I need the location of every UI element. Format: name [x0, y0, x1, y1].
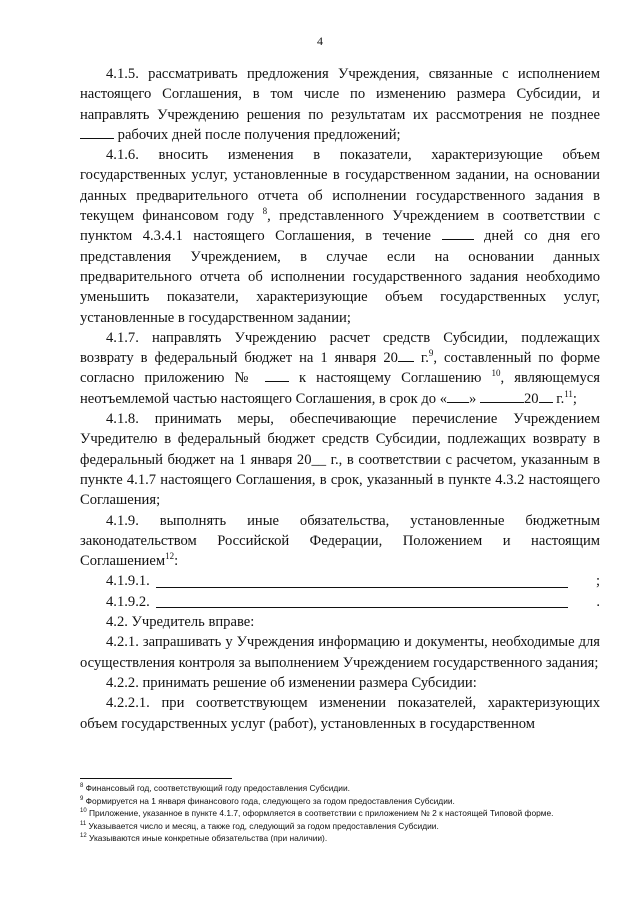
clause-text: дней со дня его представления Учреждением, в случае если на основании данных предварительного отчета об исполнении государственного задания необходимо уменьшить показатели, характеризующие объем государственных услуг, установленные в государственном задании;: [80, 228, 600, 326]
blank-field: [398, 349, 414, 362]
clause-text: 20: [523, 390, 539, 407]
clause-text: , составленный по форме согласно приложению №: [80, 350, 600, 387]
footnote-11: [80, 820, 600, 833]
clause-4-2-2-1: 4.2.2.1. при соответствующем изменении показателей, характеризующих объем государственных услуг (работ), установленных в государственном: [80, 695, 600, 732]
blank-field: [480, 390, 524, 403]
footnote-12: [80, 832, 600, 845]
footnote-text: Указывается число и месяц, а также год, следующий за годом предоставления Субсидии.: [86, 820, 439, 831]
clause-text: »: [469, 390, 477, 407]
clause-text: ;: [572, 390, 577, 407]
line-end: ;: [595, 573, 600, 590]
clause-text: :: [174, 553, 179, 570]
clause-4-2: 4.2. Учредитель вправе:: [106, 614, 255, 631]
blank-field: [539, 390, 553, 403]
footnote-number: 11: [80, 820, 87, 827]
clause-4-1-7: [80, 328, 600, 409]
clause-label: 4.1.9.2.: [106, 593, 154, 610]
clause-text: 4.1.9. выполнять иные обязательства, установленные бюджетным законодательством Российской Федерации, Положением и настоящим Соглашением: [80, 512, 600, 570]
footnote-ref: 12: [165, 551, 175, 562]
footnotes: [80, 782, 600, 845]
footnote-ref: 11: [564, 388, 573, 399]
clause-4-1-5: [80, 64, 600, 145]
clause-4-1-9-2: [80, 592, 600, 612]
footnote-text: Указываются иные конкретные обязательства (при наличии).: [86, 833, 328, 843]
blank-field: [442, 227, 474, 240]
blank-field: [265, 369, 289, 382]
clause-text: г.: [413, 350, 429, 367]
clause-4-1-9: [80, 511, 600, 572]
footnote-8: [80, 782, 600, 795]
clause-4-1-9-1: [80, 571, 600, 591]
clause-4-1-8: 4.1.8. принимать меры, обеспечивающие перечисление Учреждением Учредителю в федеральный бюджет средств Субсидии, подлежащих возврату в федеральный бюджет на 1 января 20__ г., в соответствии с расчетом, указанным в пункте 4.1.7 настоящего Соглашения, в срок, указанный в пункте 4.3.2 настоящего Соглашения;: [80, 411, 600, 509]
footnote-ref: 8: [262, 206, 268, 217]
clause-text: , являющемуся неотъемлемой частью настоящего Соглашения, в срок до «: [80, 370, 600, 407]
clause-text: г.: [552, 390, 565, 407]
footnote-10: [80, 807, 600, 820]
clause-text: 4.1.6. вносить изменения в показатели, характеризующие объем государственных услуг, установленные в государственном задании, на основании данных предварительного отчета об исполнении государственного задания в текущем финансовом году: [80, 147, 600, 225]
clause-label: 4.1.9.1.: [106, 573, 154, 590]
line-end: .: [596, 593, 600, 610]
footnote-text: Приложение, указанное в пункте 4.1.7, оформляется в соответствии с приложением № 2 к настоящей Типовой форме.: [86, 808, 554, 818]
blank-field: [80, 126, 114, 139]
footnote-9: [80, 795, 600, 808]
clause-text: , представленного Учреждением в соответствии с пунктом 4.3.4.1 настоящего Соглашения, в течение: [80, 208, 600, 245]
blank-field: [447, 390, 469, 403]
footnote-number: 10: [80, 808, 87, 815]
clause-text: к настоящему Соглашению: [288, 370, 482, 387]
clause-text: 4.1.7. направлять Учреждению расчет средств Субсидии, подлежащих возврату в федеральный бюджет на 1 января 20: [80, 329, 600, 367]
clause-text: рабочих дней после получения предложений;: [117, 126, 401, 143]
clause-4-2-1: 4.2.1. запрашивать у Учреждения информацию и документы, необходимые для осуществления контроля за выполнением Учреждением государственного задания;: [80, 634, 600, 671]
footnote-text: Финансовый год, соответствующий году предоставления Субсидии.: [83, 783, 350, 793]
footnote-separator: [80, 778, 232, 779]
page-number: 4: [317, 34, 323, 48]
fill-in-line: [156, 607, 568, 608]
footnote-number: 9: [80, 795, 84, 802]
footnote-text: Формируется на 1 января финансового года, следующего за годом предоставления Субсидии.: [83, 795, 455, 806]
clause-4-2-2: 4.2.2. принимать решение об изменении размера Субсидии:: [106, 674, 477, 691]
footnote-number: 8: [80, 783, 84, 790]
footnote-ref: 9: [428, 348, 434, 359]
document-body: [80, 64, 600, 734]
footnote-ref: 10: [491, 368, 501, 379]
fill-in-line: [156, 587, 568, 588]
clause-4-1-6: [80, 145, 600, 328]
footnote-number: 12: [80, 833, 87, 840]
clause-text: 4.1.5. рассматривать предложения Учреждения, связанные с исполнением настоящего Соглашения, в том числе по изменению размера Субсидии, и направлять Учреждению решения по результатам их рассмотрения не позднее: [80, 66, 600, 123]
